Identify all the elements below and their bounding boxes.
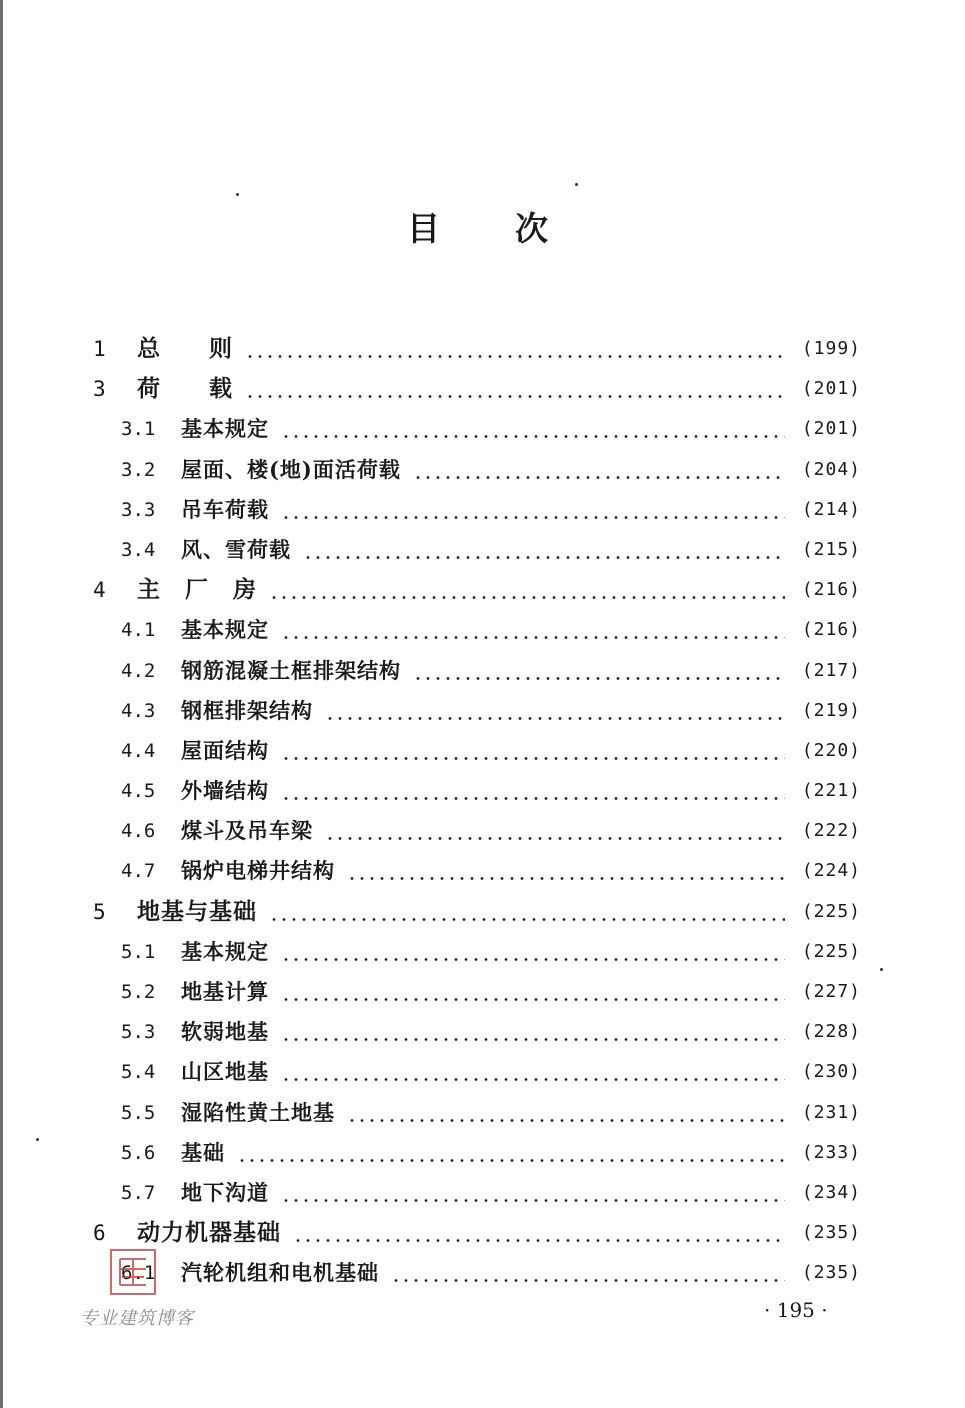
toc-leader-dots	[347, 1119, 785, 1122]
toc-entry-page: (234)	[801, 1181, 861, 1203]
toc-entry-label: 风、雪荷载	[181, 536, 291, 562]
toc-entry-page: (201)	[801, 378, 861, 400]
toc-entry-page: (219)	[801, 699, 861, 721]
toc-leader-dots	[293, 1239, 785, 1242]
toc-entry[interactable]	[0, 490, 965, 530]
toc-entry-label: 吊车荷载	[181, 496, 269, 522]
toc-leader-dots	[281, 636, 785, 639]
toc-entry-label: 地基与基础	[137, 897, 257, 925]
toc-leader-dots	[413, 677, 785, 680]
toc-entry[interactable]	[0, 409, 965, 449]
toc-entry[interactable]	[0, 972, 965, 1012]
table-of-contents	[0, 329, 965, 1294]
toc-leader-dots	[303, 556, 785, 559]
toc-entry-label: 基础	[181, 1139, 225, 1165]
toc-entry-number: 4.2	[121, 659, 156, 682]
toc-leader-dots	[281, 1078, 785, 1081]
toc-entry[interactable]	[0, 1133, 965, 1173]
toc-entry[interactable]	[0, 691, 965, 731]
toc-entry-number: 5.7	[121, 1181, 156, 1204]
toc-leader-dots	[413, 476, 785, 479]
toc-entry-page: (201)	[801, 418, 861, 440]
toc-entry-number: 4.6	[121, 820, 156, 843]
toc-entry[interactable]	[0, 530, 965, 570]
toc-entry-number: 3.1	[121, 418, 156, 441]
toc-entry-label: 汽轮机组和电机基础	[181, 1260, 379, 1286]
toc-entry-number: 4.7	[121, 860, 156, 883]
toc-entry-label: 锅炉电梯井结构	[181, 858, 335, 884]
toc-entry-page: (233)	[801, 1141, 861, 1163]
toc-leader-dots	[347, 877, 785, 880]
toc-entry-number: 1	[93, 337, 106, 361]
toc-entry-page: (222)	[801, 820, 861, 842]
toc-entry-page: (228)	[801, 1021, 861, 1043]
toc-entry-label: 基本规定	[181, 617, 269, 643]
toc-entry-page: (215)	[801, 538, 861, 560]
toc-entry-number: 4.4	[121, 739, 156, 762]
toc-leader-dots	[281, 958, 785, 961]
toc-entry-label: 基本规定	[181, 416, 269, 442]
toc-leader-dots	[325, 717, 785, 720]
toc-entry-number: 3	[93, 377, 106, 402]
toc-entry-page: (224)	[801, 860, 861, 882]
toc-entry-label: 钢框排架结构	[181, 697, 313, 723]
toc-entry[interactable]	[0, 932, 965, 972]
toc-entry-label: 屋面、楼(地)面活荷载	[181, 456, 401, 482]
toc-entry-label: 钢筋混凝土框排架结构	[181, 657, 401, 683]
toc-entry-label: 基本规定	[181, 938, 269, 964]
toc-entry[interactable]	[0, 1093, 965, 1133]
toc-entry[interactable]	[0, 329, 965, 369]
toc-entry-page: (235)	[801, 1262, 861, 1284]
toc-entry-page: (221)	[801, 780, 861, 802]
toc-entry[interactable]	[0, 1213, 965, 1253]
scan-speck	[236, 193, 239, 196]
toc-entry[interactable]	[0, 892, 965, 932]
toc-entry-page: (217)	[801, 659, 861, 681]
toc-entry[interactable]	[0, 1012, 965, 1052]
toc-leader-dots	[281, 435, 785, 438]
title-char: 目	[407, 209, 440, 248]
toc-entry-page: (227)	[801, 981, 861, 1002]
toc-entry[interactable]	[0, 1052, 965, 1092]
toc-entry-label: 软弱地基	[181, 1019, 269, 1045]
toc-leader-dots	[269, 596, 785, 599]
toc-entry-number: 5.2	[121, 981, 156, 1003]
toc-entry[interactable]	[0, 851, 965, 891]
toc-entry[interactable]	[0, 450, 965, 490]
toc-leader-dots	[391, 1279, 785, 1282]
toc-entry-number: 6	[93, 1221, 106, 1246]
seal-stamp-icon	[110, 1249, 156, 1295]
toc-entry-page: (216)	[801, 619, 861, 641]
toc-entry-label: 地基计算	[181, 979, 269, 1004]
page-title	[407, 205, 562, 255]
toc-entry-label: 湿陷性黄土地基	[181, 1099, 335, 1125]
toc-entry-page: (225)	[801, 940, 861, 962]
toc-entry-number: 5.5	[121, 1101, 156, 1124]
toc-entry-page: (214)	[801, 498, 861, 520]
toc-entry-label: 总 则	[137, 335, 233, 362]
toc-entry-number: 4	[93, 578, 106, 603]
toc-leader-dots	[281, 998, 785, 1001]
toc-entry[interactable]	[0, 570, 965, 610]
toc-entry-number: 4.3	[121, 699, 156, 722]
toc-entry[interactable]	[0, 771, 965, 811]
toc-entry-number: 4.1	[121, 619, 156, 642]
page-number: · 195 ·	[764, 1298, 828, 1322]
toc-leader-dots	[281, 757, 785, 760]
toc-leader-dots	[281, 1038, 785, 1041]
toc-entry-label: 荷 载	[137, 375, 233, 403]
scan-speck	[575, 183, 578, 186]
toc-entry[interactable]	[0, 1173, 965, 1213]
toc-entry-label: 地下沟道	[181, 1179, 269, 1205]
toc-entry-number: 3.4	[121, 538, 156, 561]
toc-entry-number: 5.1	[121, 940, 156, 963]
toc-entry[interactable]	[0, 731, 965, 771]
toc-entry-number: 5.3	[121, 1021, 156, 1044]
toc-entry[interactable]	[0, 651, 965, 691]
toc-entry-page: (235)	[801, 1222, 861, 1244]
toc-entry-page: (230)	[801, 1061, 861, 1083]
toc-entry-page: (199)	[801, 338, 861, 359]
toc-leader-dots	[245, 355, 785, 358]
toc-entry[interactable]	[0, 369, 965, 409]
toc-leader-dots	[281, 1199, 785, 1202]
toc-entry[interactable]	[0, 610, 965, 650]
toc-entry-label: 外墙结构	[181, 778, 269, 804]
toc-entry-label: 屋面结构	[181, 737, 269, 763]
toc-entry-label: 山区地基	[181, 1059, 269, 1085]
toc-entry-number: 5.4	[121, 1061, 156, 1084]
toc-leader-dots	[325, 837, 785, 840]
toc-entry-number: 3.3	[121, 498, 156, 521]
toc-entry-label: 主 厂 房	[137, 576, 257, 604]
title-char: 次	[515, 209, 548, 248]
toc-leader-dots	[281, 516, 785, 519]
toc-entry-page: (231)	[801, 1101, 861, 1123]
toc-leader-dots	[281, 797, 785, 800]
toc-entry-number: 5	[93, 899, 106, 924]
toc-entry[interactable]	[0, 811, 965, 851]
toc-entry-number: 4.5	[121, 780, 156, 803]
toc-leader-dots	[269, 918, 785, 921]
toc-leader-dots	[237, 1159, 785, 1162]
toc-entry-number: 5.6	[121, 1141, 156, 1164]
toc-entry-page: (220)	[801, 739, 861, 761]
toc-leader-dots	[245, 395, 785, 398]
toc-entry-number: 3.2	[121, 458, 156, 481]
toc-entry-page: (204)	[801, 458, 861, 480]
watermark-text: 专业建筑博客	[80, 1308, 194, 1329]
toc-entry-page: (216)	[801, 579, 861, 601]
toc-entry-page: (225)	[801, 900, 861, 922]
toc-entry-number: 6.1	[121, 1262, 156, 1285]
toc-entry-label: 动力机器基础	[137, 1219, 281, 1247]
toc-entry-label: 煤斗及吊车梁	[181, 818, 313, 844]
